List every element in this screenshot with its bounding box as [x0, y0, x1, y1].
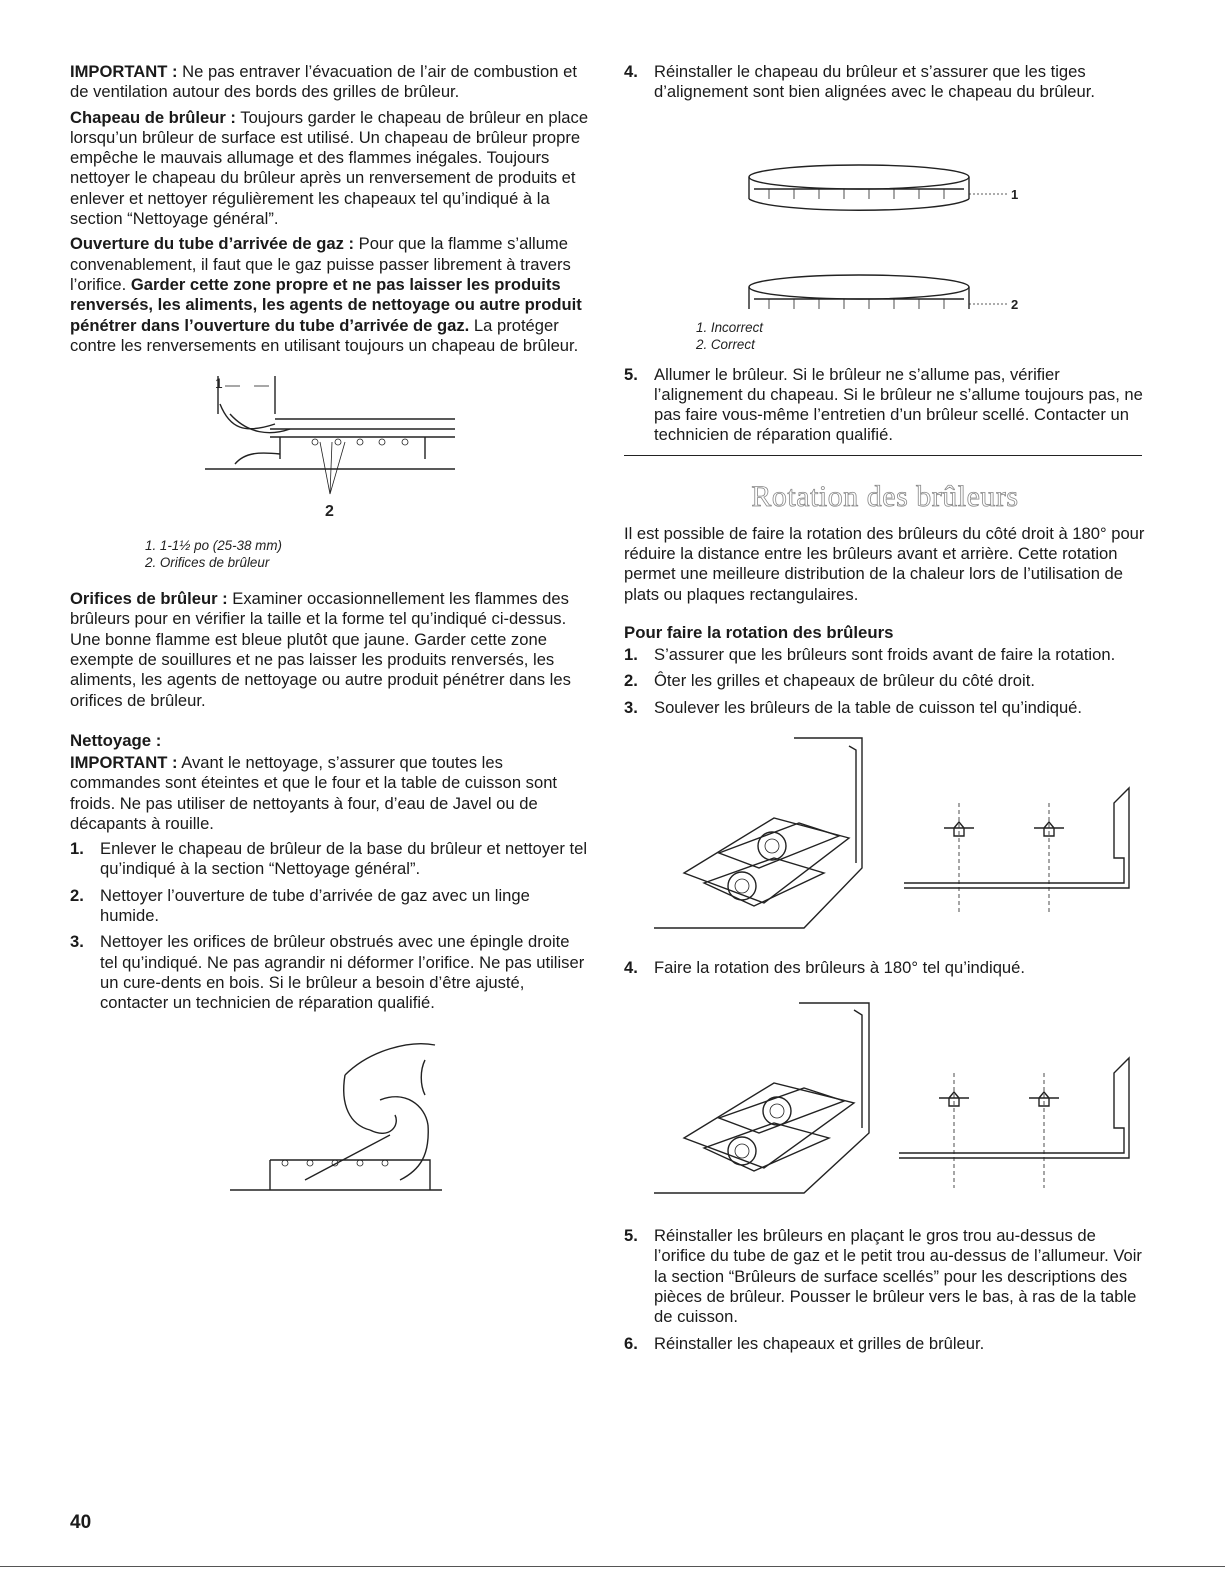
fig1-caption-2: 2. Orifices de brûleur — [145, 555, 270, 571]
cleaning-steps — [70, 839, 590, 1013]
lift-burners-figure — [624, 728, 1146, 948]
cap-alignment-figure — [624, 109, 1146, 309]
cleaning-heading: Nettoyage : — [70, 730, 162, 750]
rotation-steps-end — [624, 1226, 1146, 1354]
incorrect-cap — [749, 165, 1018, 210]
lift-burners-illustration — [624, 728, 1146, 948]
list-item: 4. Faire la rotation des brûleurs à 180° tel qu’indiqué. — [624, 957, 1026, 977]
right-column — [624, 62, 1146, 1360]
list-item: 3. Nettoyer les orifices de brûleur obstrués avec une épingle droite tel qu’indiqué. Ne pas agrandir ni déformer l’orifice. Ne pas utiliser un cure-dents en bois. Si le brûleur a besoin d’être ajusté, contacter un technicien de réparation qualifié. — [70, 932, 585, 1013]
list-item: 2. Ôter les grilles et chapeaux de brûleur du côté droit. — [624, 671, 1035, 691]
rotation-steps — [624, 645, 1146, 718]
important-paragraph: IMPORTANT : Ne pas entraver l’évacuation de l’air de combustion et de ventilation autour des bords des grilles de brûleur. — [70, 62, 577, 102]
page-bottom-rule — [0, 1566, 1225, 1567]
fig2-label-1: 1 — [1011, 186, 1019, 202]
list-item: 2. Nettoyer l’ouverture de tube d’arrivée de gaz avec un linge humide. — [70, 885, 530, 926]
list-item: 6. Réinstaller les chapeaux et grilles de brûleur. — [624, 1333, 985, 1353]
cap-steps — [624, 62, 1146, 103]
correct-cap — [749, 275, 1018, 309]
fig1-label-1: 1 — [215, 375, 223, 392]
page-number: 40 — [70, 1512, 92, 1533]
rotation-intro: Il est possible de faire la rotation des brûleurs du côté droit à 180° pour réduire la distance entre les brûleurs avant et arrière. Cette rotation permet une meilleure distribution de la chaleur lors de l’utilisation de plats ou plaques rectangulaires. — [624, 523, 1145, 604]
list-item: 5. Réinstaller les brûleurs en plaçant le gros trou au-dessus de l’orifice du tube de gaz et le petit trou au-dessus de l’allumeur. Voir la section “Brûleurs de surface scellés” pour les descriptions des pièces de brûleur. Pousser le brûleur vers le bas, à ras de la table de cuisson. — [624, 1226, 1142, 1327]
orifices-paragraph: Orifices de brûleur : Examiner occasionnellement les flammes des brûleurs pour en vérifier la taille et la forme tel qu’indiqué ci-dessus. Une bonne flamme est bleue plutôt que jaune. Garder cette zone exempte de souillures et ne pas laisser les produits renversés, les aliments, les agents de nettoyage ou autre produit pénétrer dans les orifices de brûleur. — [70, 589, 571, 710]
list-item: 1. S’assurer que les brûleurs sont froids avant de faire la rotation. — [624, 644, 1116, 664]
left-column — [70, 62, 590, 1220]
gas-tube-paragraph: Ouverture du tube d’arrivée de gaz : Pour que la flamme s’allume convenablement, il faut que le gaz puisse passer librement à travers l’orifice. Garder cette zone propre et ne pas laisser les produits renversés, les aliments, les agents de nettoyage ou autre produit pénétrer dans l’ouverture du tube d’arrivée de gaz. La protéger contre les renversements en utilisant toujours un chapeau de brûleur. — [70, 234, 582, 355]
rotation-step-4 — [624, 958, 1146, 978]
fig2-caption-1: 1. Incorrect — [696, 319, 763, 335]
list-item: 5. Allumer le brûleur. Si le brûleur ne s’allume pas, vérifier l’alignement du chapeau. Si le brûleur ne s’allume toujours pas, ne pas faire vous-même l’entretien d’un brûleur scellé. Contacter un technicien de réparation qualifié. — [624, 364, 1143, 445]
flame-figure — [70, 374, 590, 539]
rotate-burners-figure — [624, 988, 1146, 1218]
pin-cleaning-illustration — [70, 1030, 590, 1220]
burner-flame-illustration — [70, 374, 590, 539]
section-divider — [624, 455, 1142, 456]
rotate-burners-illustration — [624, 988, 1146, 1218]
pin-cleaning-figure — [70, 1030, 590, 1220]
light-steps — [624, 365, 1146, 446]
cap-alignment-illustration — [624, 109, 1146, 309]
list-item: 3. Soulever les brûleurs de la table de cuisson tel qu’indiqué. — [624, 697, 1083, 717]
cleaning-important-paragraph: IMPORTANT : Avant le nettoyage, s’assurer que toutes les commandes sont éteintes et que le four et la table de cuisson sont froids. Ne pas utiliser de nettoyants à four, d’eau de Javel ou de décapants à rouille. — [70, 752, 558, 833]
fig2-label-2: 2 — [1011, 296, 1019, 309]
list-item: 4. Réinstaller le chapeau du brûleur et s’assurer que les tiges d’alignement sont bien alignées avec le chapeau du brûleur. — [624, 62, 1095, 102]
fig1-caption-1: 1. 1-1½ po (25-38 mm) — [145, 538, 282, 554]
list-item: 1. Enlever le chapeau de brûleur de la base du brûleur et nettoyer tel qu’indiqué à la section “Nettoyage général”. — [70, 839, 588, 879]
fig1-label-2: 2 — [325, 503, 334, 521]
rotation-subheading: Pour faire la rotation des brûleurs — [624, 622, 894, 642]
fig2-caption-2: 2. Correct — [696, 336, 755, 352]
burner-cap-paragraph: Chapeau de brûleur : Toujours garder le chapeau de brûleur en place lorsqu’un brûleur de surface est utilisé. Un chapeau de brûleur propre empêche le mauvais allumage et des flammes inégales. Toujours nettoyer le chapeau du brûleur après un renversement de produits et enlever et nettoyer régulièrement les chapeaux tel qu’indiqué à la section “Nettoyage général”. — [70, 107, 589, 229]
section-title: Rotation des brûleurs — [751, 479, 1019, 513]
